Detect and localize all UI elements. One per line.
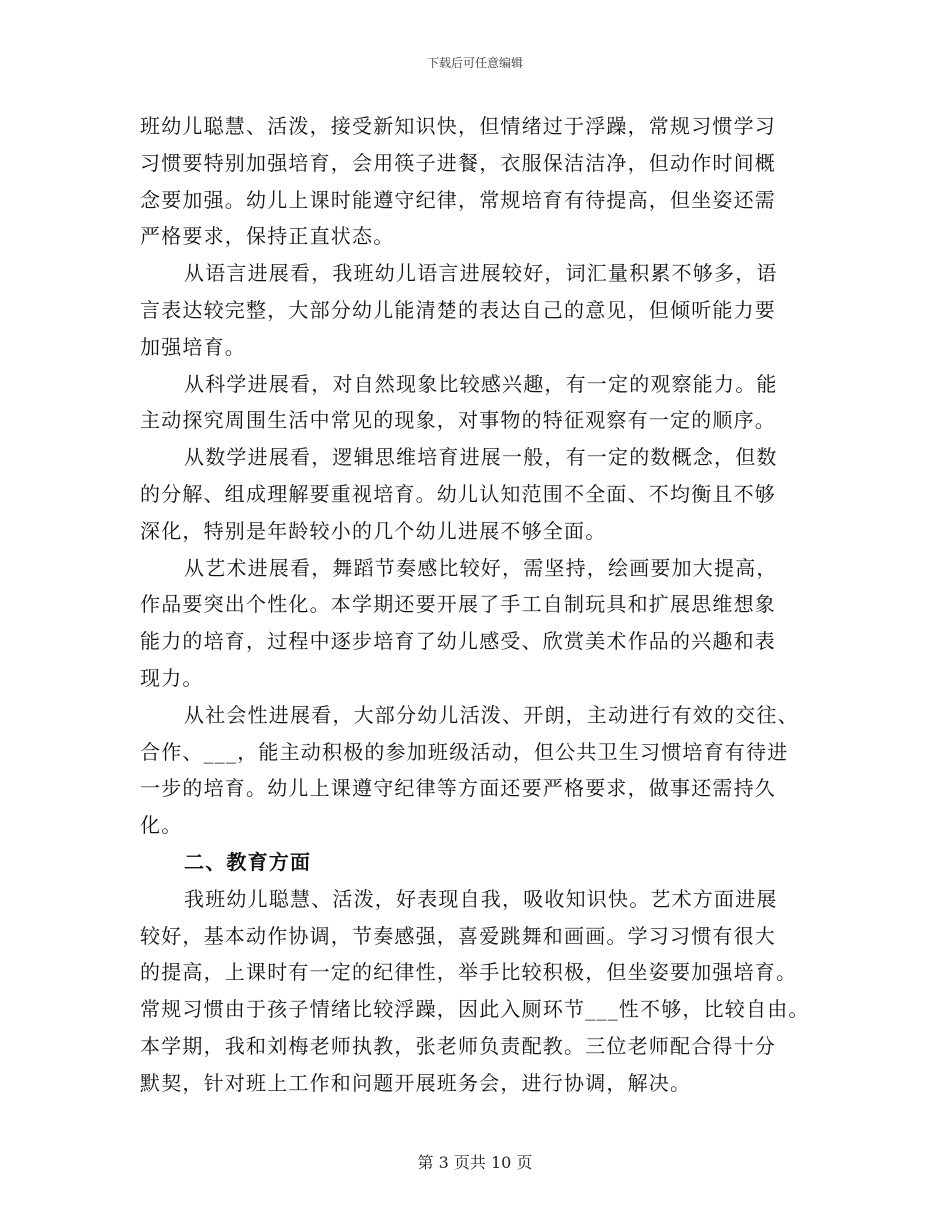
text-line: 的提高，上课时有一定的纪律性，举手比较积极，但坐姿要加强培育。 xyxy=(140,960,798,985)
text-line: 能力的培育，过程中逐步培育了幼儿感受、欣赏美术作品的兴趣和表 xyxy=(140,629,776,654)
page-header: 下载后可任意编辑 xyxy=(426,56,523,70)
text-line: 的分解、组成理解要重视培育。幼儿认知范围不全面、不均衡且不够 xyxy=(140,481,776,506)
paragraph-start-line: 我班幼儿聪慧、活泼，好表现自我，吸收知识快。艺术方面进展 xyxy=(184,886,778,911)
text-line: 一步的培育。幼儿上课遵守纪律等方面还要严格要求，做事还需持久 xyxy=(140,776,776,801)
paragraph-start-line: 从语言进展看，我班幼儿语言进展较好，词汇量积累不够多，语 xyxy=(184,261,778,286)
text-line: 本学期，我和刘梅老师执教，张老师负责配教。三位老师配合得十分 xyxy=(140,1033,776,1058)
paragraph-start-line: 从科学进展看，对自然现象比较感兴趣，有一定的观察能力。能 xyxy=(184,371,778,396)
page-footer: 第 3 页共 10 页 xyxy=(417,1153,533,1172)
document-body xyxy=(140,108,820,1102)
text-line: 念要加强。幼儿上课时能遵守纪律，常规培育有待提高，但坐姿还需 xyxy=(140,187,776,212)
text-line: 常规习惯由于孩子情绪比较浮躁，因此入厕环节___性不够，比较自由。 xyxy=(140,997,810,1022)
paragraph-start-line: 从社会性进展看，大部分幼儿活泼、开朗，主动进行有效的交往、 xyxy=(184,702,799,727)
text-line: 合作、___，能主动积极的参加班级活动，但公共卫生习惯培育有待进 xyxy=(140,739,789,764)
text-line: 严格要求，保持正直状态。 xyxy=(140,224,395,249)
section-heading: 二、教育方面 xyxy=(184,849,312,874)
text-line: 默契，针对班上工作和问题开展班务会，进行协调，解决。 xyxy=(140,1070,692,1095)
text-line: 现力。 xyxy=(140,665,204,690)
text-line: 作品要突出个性化。本学期还要开展了手工自制玩具和扩展思维想象 xyxy=(140,592,776,617)
paragraph-start-line: 从数学进展看，逻辑思维培育进展一般，有一定的数概念，但数 xyxy=(184,445,778,470)
text-line: 习惯要特别加强培育，会用筷子进餐，衣服保洁洁净，但动作时间概 xyxy=(140,150,776,175)
paragraph-start-line: 从艺术进展看，舞蹈节奏感比较好，需坚持，绘画要加大提高， xyxy=(184,555,778,580)
text-line: 化。 xyxy=(140,813,183,838)
text-line: 班幼儿聪慧、活泼，接受新知识快，但情绪过于浮躁，常规习惯学习 xyxy=(140,114,776,138)
text-line: 较好，基本动作协调，节奏感强，喜爱跳舞和画画。学习习惯有很大 xyxy=(140,923,776,948)
text-line: 深化，特别是年龄较小的几个幼儿进展不够全面。 xyxy=(140,518,607,543)
text-line: 加强培育。 xyxy=(140,334,246,359)
text-line: 言表达较完整，大部分幼儿能清楚的表达自己的意见，但倾听能力要 xyxy=(140,297,776,322)
text-line: 主动探究周围生活中常见的现象，对事物的特征观察有一定的顺序。 xyxy=(140,408,776,433)
